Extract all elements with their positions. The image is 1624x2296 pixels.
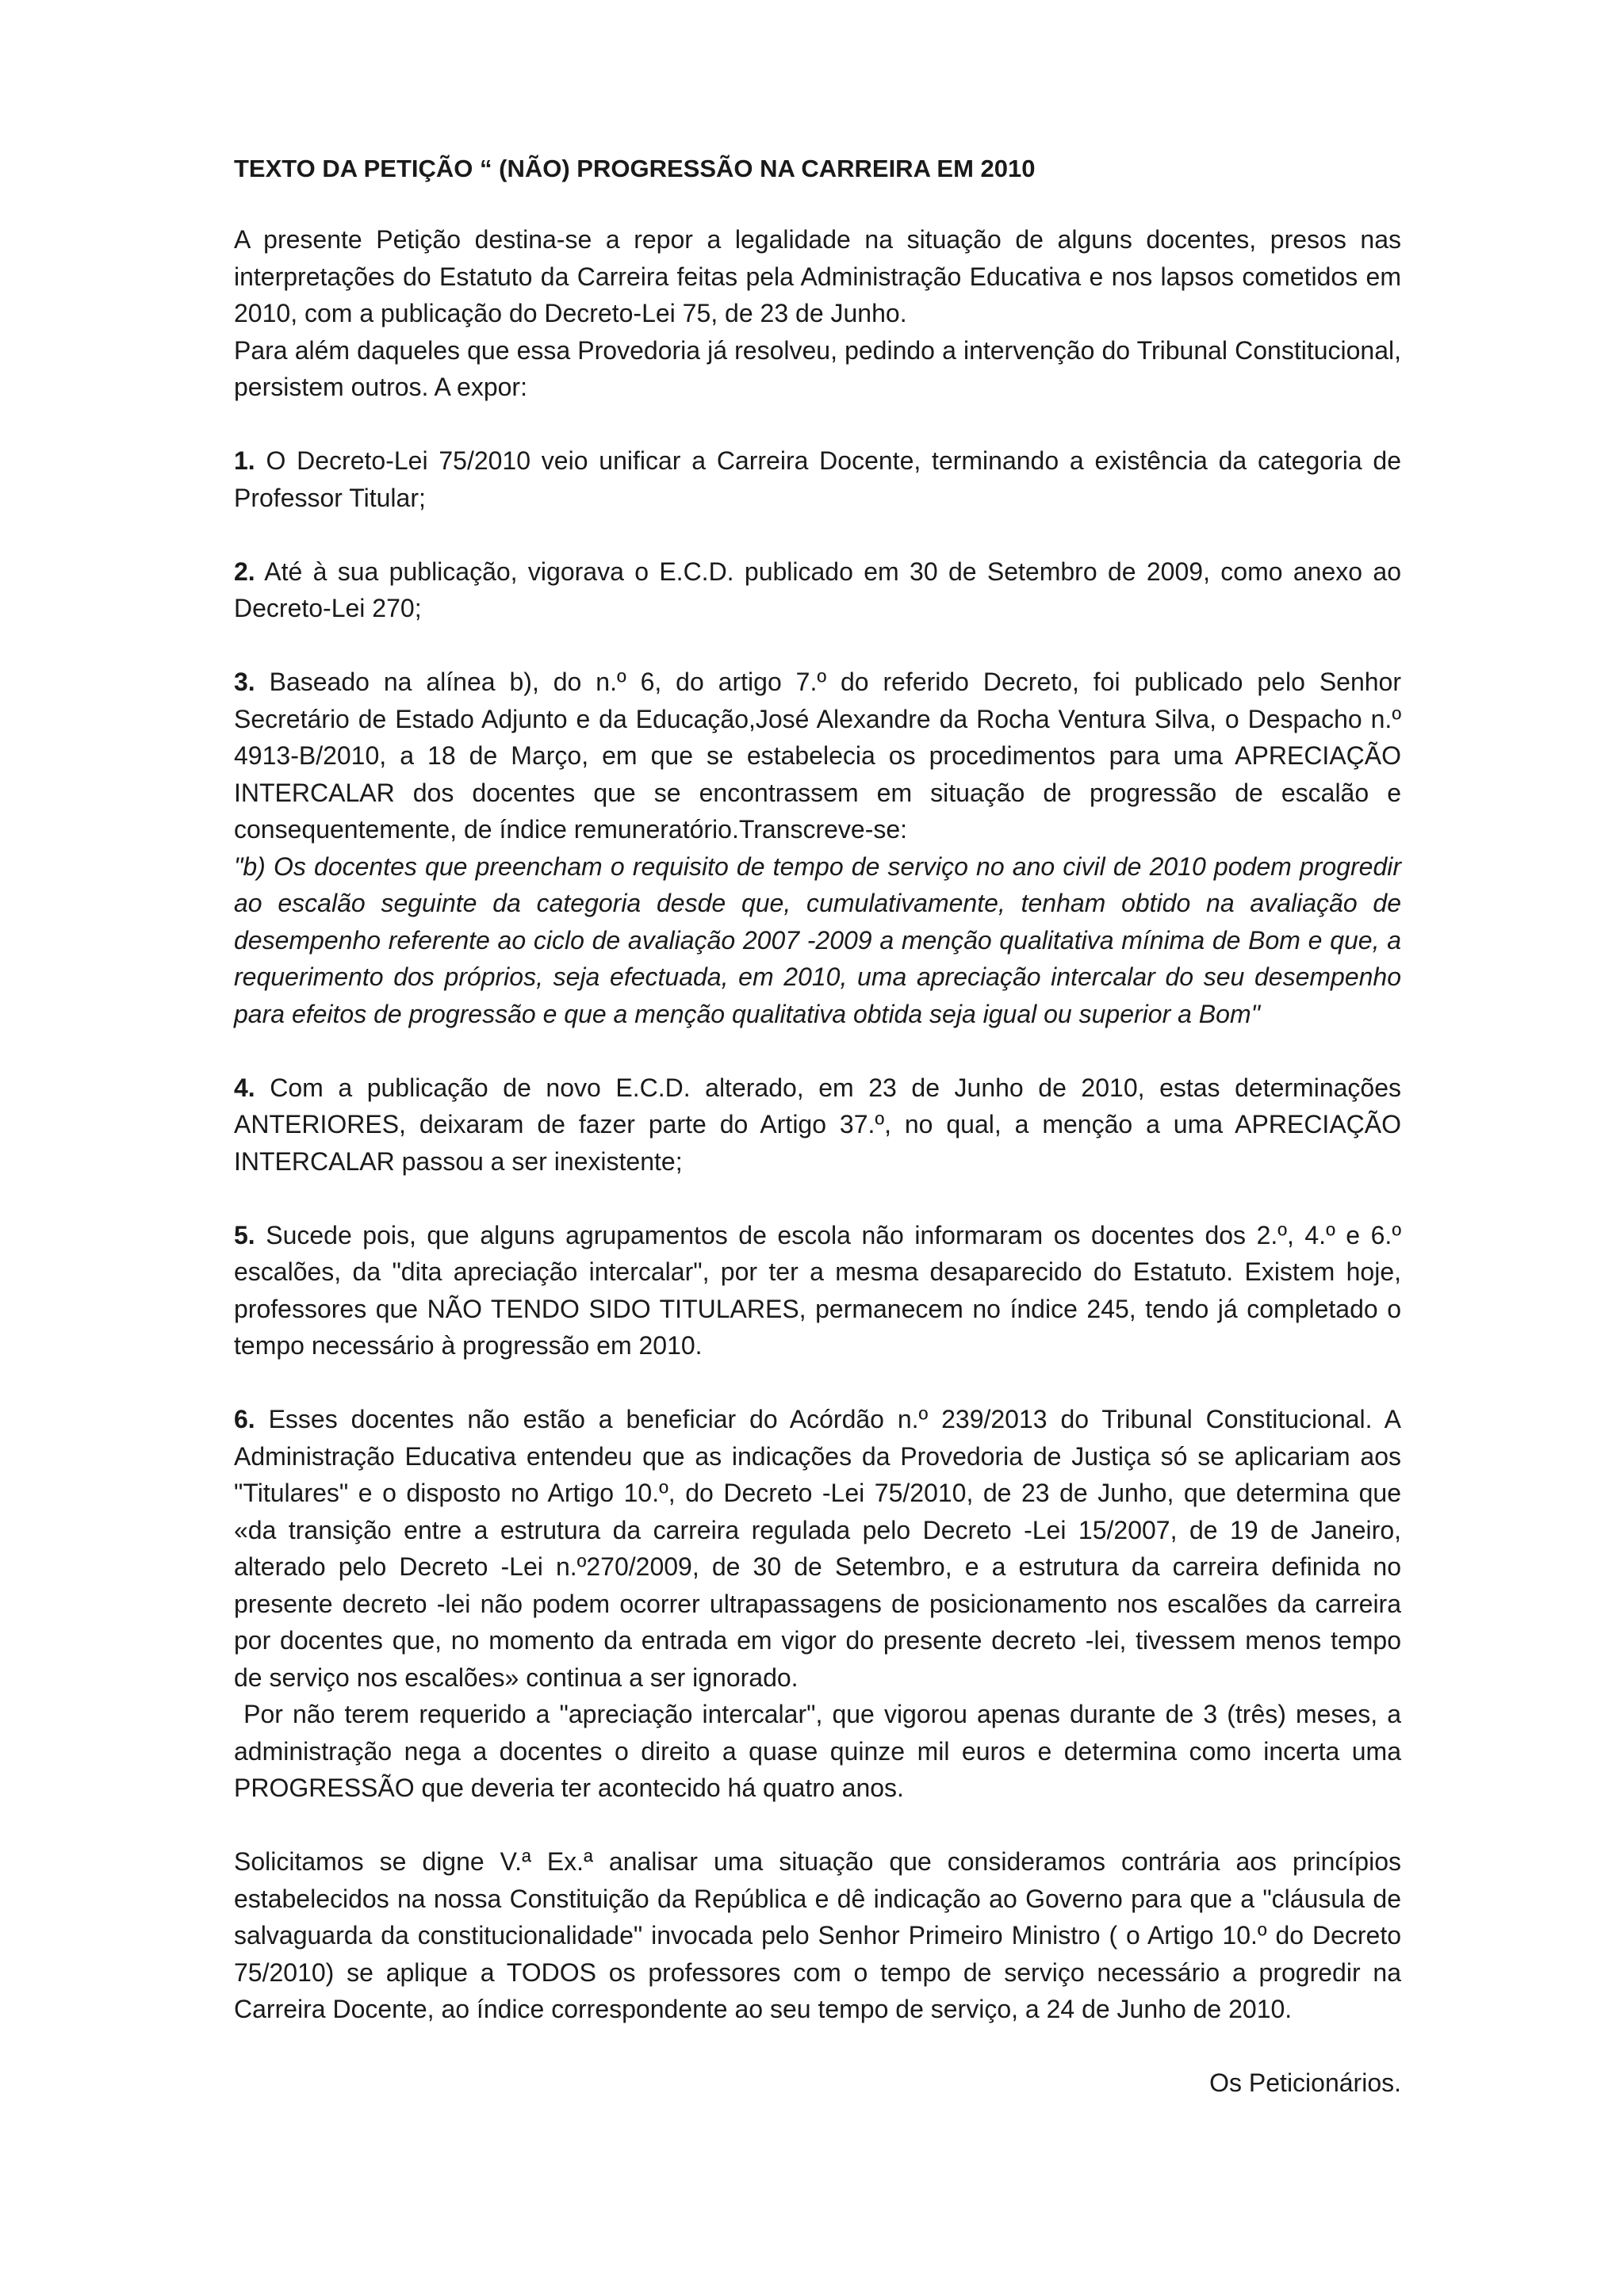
item-1 — [234, 442, 1401, 516]
petition-document — [234, 151, 1408, 2101]
item-number: 1. — [234, 446, 255, 475]
intro-paragraph: A presente Petição destina-se a repor a legalidade na situação de alguns docentes, presos nas interpretações do Estatuto da Carreira feitas pela Administração Educativa e nos lapsos cometidos em 2010, com a publicação do Decreto-Lei 75, de 23 de Junho. — [234, 225, 1401, 327]
item-number: 5. — [234, 1220, 255, 1249]
item-2 — [234, 553, 1401, 627]
document-title: TEXTO DA PETIÇÃO “ (NÃO) PROGRESSÃO NA CARREIRA EM 2010 — [234, 155, 1036, 182]
item-text: Baseado na alínea b), do n.º 6, do artigo 7.º do referido Decreto, foi publicado pelo Senhor Secretário de Estado Adjunto e da Educação,José Alexandre da Rocha Ventura Silva, o Despacho n.º 4913-B/2010, a 18 de Março, em que se estabelecia os procedimentos para uma APRECIAÇÃO INTERCALAR dos docentes que se encontrassem em situação de progressão de escalão e consequentemente, de índice remuneratório.Transcreve-se: — [234, 668, 1401, 844]
item-text: Com a publicação de novo E.C.D. alterado, em 23 de Junho de 2010, estas determinações ANTERIORES, deixaram de fazer parte do Artigo 37.º, no qual, a menção a uma APRECIAÇÃO INTERCALAR passou a ser inexistente; — [234, 1073, 1401, 1176]
item-text: Até à sua publicação, vigorava o E.C.D. publicado em 30 de Setembro de 2009, como anexo ao Decreto-Lei 270; — [234, 557, 1401, 622]
quoted-excerpt: "b) Os docentes que preencham o requisito de tempo de serviço no ano civil de 2010 podem progredir ao escalão seguinte da categoria desde que, cumulativamente, tenham obtido na avaliação de desempenho referente ao ciclo de avaliação 2007 -2009 a menção qualitativa mínima de Bom e que, a requerimento dos próprios, seja efectuada, em 2010, uma apreciação intercalar do seu desempenho para efeitos de progressão e que a menção qualitativa obtida seja igual ou superior a Bom" — [234, 851, 1401, 1028]
item-text: O Decreto-Lei 75/2010 veio unificar a Carreira Docente, terminando a existência da categoria de Professor Titular; — [234, 446, 1401, 512]
item-3 — [234, 664, 1401, 848]
item-4 — [234, 1070, 1401, 1181]
signature: Os Peticionários. — [1209, 2068, 1401, 2097]
request-paragraph: Solicitamos se digne V.ª Ex.ª analisar uma situação que consideramos contrária aos princípios estabelecidos na nossa Constituição da República e dê indicação ao Governo para que a "cláusula de salvaguarda da constitucionalidade" invocada pelo Senhor Primeiro Ministro ( o Artigo 10.º do Decreto 75/2010) se aplique a TODOS os professores com o tempo de serviço necessário a progredir na Carreira Docente, ao índice correspondente ao seu tempo de serviço, a 24 de Junho de 2010. — [234, 1847, 1401, 2023]
item-5 — [234, 1217, 1401, 1364]
item-number: 4. — [234, 1073, 255, 1102]
item-number: 3. — [234, 668, 255, 696]
item-number: 6. — [234, 1405, 255, 1433]
intro-paragraph-2: Para além daqueles que essa Provedoria já resolveu, pedindo a intervenção do Tribunal Constitucional, persistem outros. A expor: — [234, 335, 1401, 401]
item-6-continuation: Por não terem requerido a "apreciação intercalar", que vigorou apenas durante de 3 (três) meses, a administração nega a docentes o direito a quase quinze mil euros e determina como incerta uma PROGRESSÃO que deveria ter acontecido há quatro anos. — [234, 1700, 1408, 1802]
item-text: Esses docentes não estão a beneficiar do Acórdão n.º 239/2013 do Tribunal Constitucional. A Administração Educativa entendeu que as indicações da Provedoria de Justiça só se aplicariam aos "Titulares" e o disposto no Artigo 10.º, do Decreto -Lei 75/2010, de 23 de Junho, que determina que «da transição entre a estrutura da carreira regulada pelo Decreto -Lei 15/2007, de 19 de Janeiro, alterado pelo Decreto -Lei n.º270/2009, de 30 de Setembro, e a estrutura da carreira definida no presente decreto -lei não podem ocorrer ultrapassagens de posicionamento nos escalões da carreira por docentes que, no momento da entrada em vigor do presente decreto -lei, tivessem menos tempo de serviço nos escalões» continua a ser ignorado. — [234, 1405, 1401, 1692]
item-number: 2. — [234, 557, 255, 586]
item-6 — [234, 1401, 1401, 1696]
item-text: Sucede pois, que alguns agrupamentos de escola não informaram os docentes dos 2.º, 4.º e 6.º escalões, da "dita apreciação intercalar", por ter a mesma desaparecido do Estatuto. Existem hoje, professores que NÃO TENDO SIDO TITULARES, permanecem no índice 245, tendo já completado o tempo necessário à progressão em 2010. — [234, 1220, 1401, 1360]
